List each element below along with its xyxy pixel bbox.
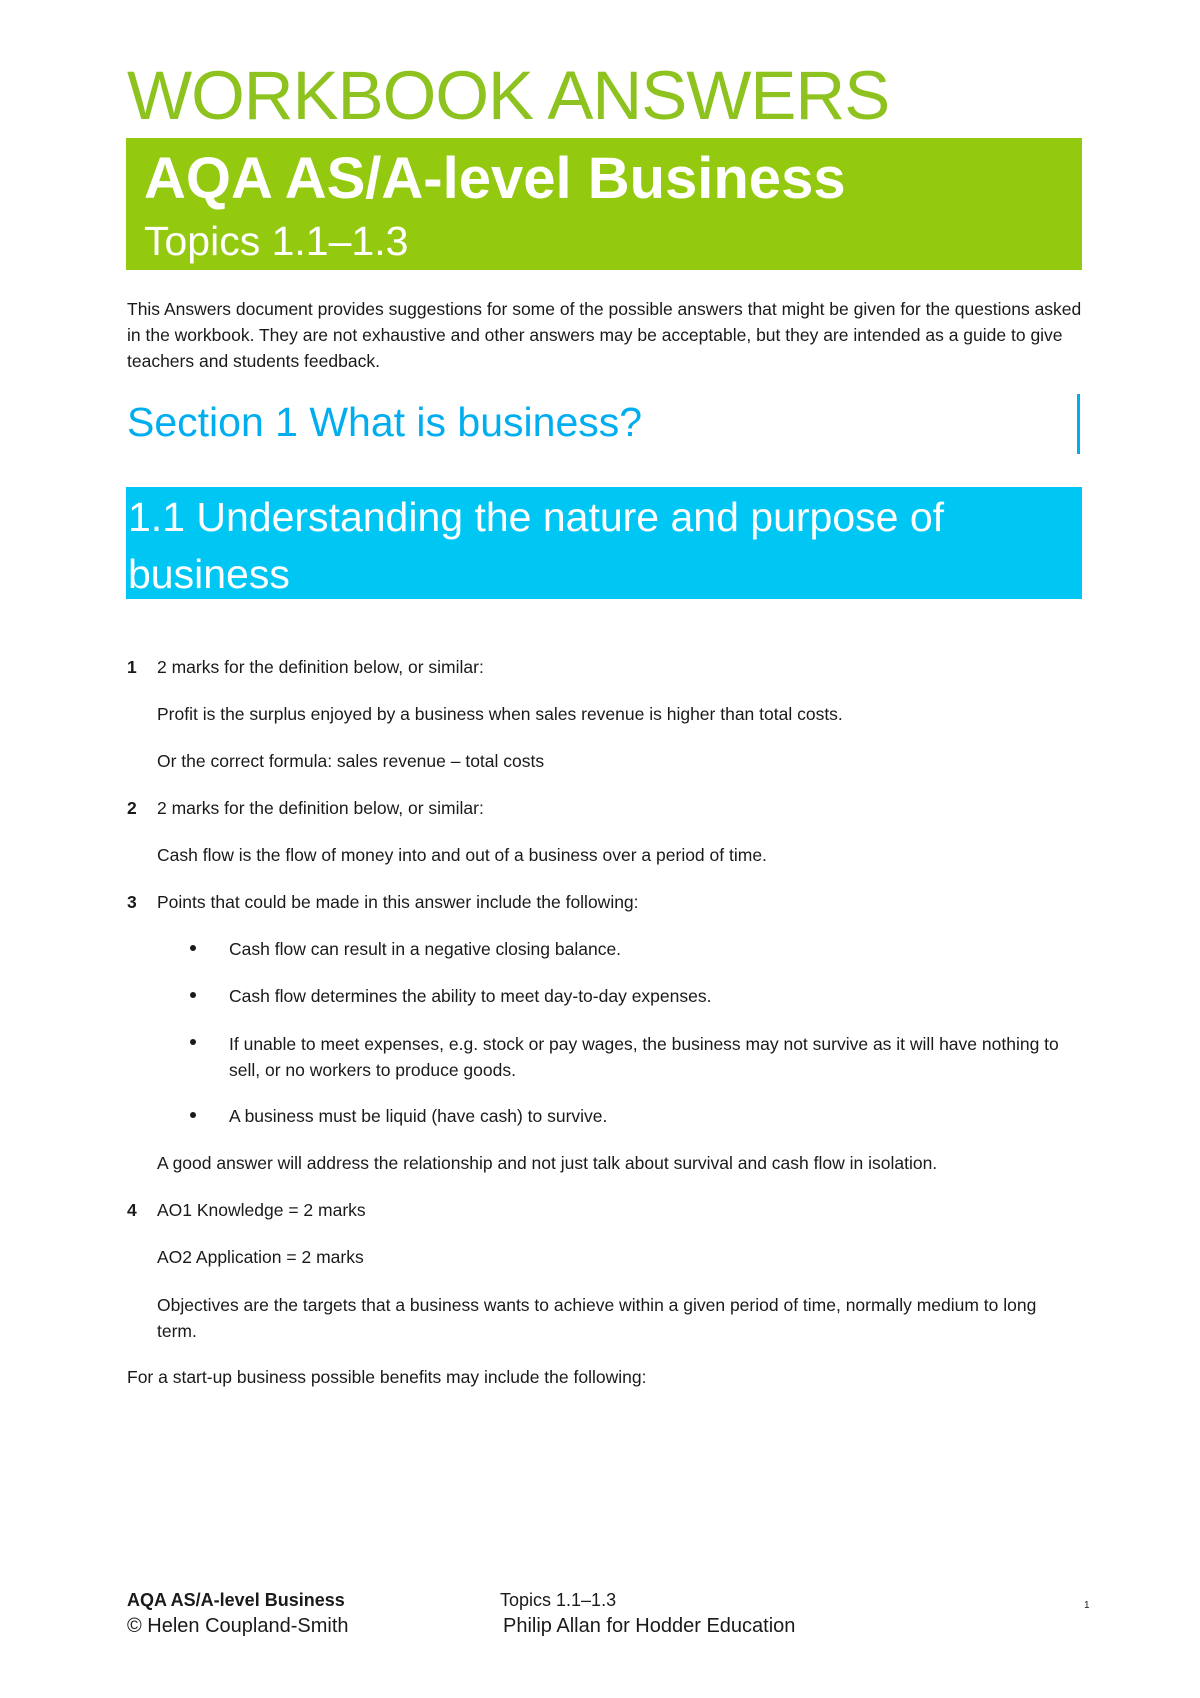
course-banner [126,138,1082,270]
q3-bullet-1: Cash flow can result in a negative closing balance. [229,939,622,959]
bullet-dot [190,992,196,998]
startup-benefits-intro: For a start-up business possible benefits may include the following: [127,1367,647,1387]
q1-formula: Or the correct formula: sales revenue – total costs [157,751,545,771]
q3-note: A good answer will address the relationship and not just talk about survival and cash flow in isolation. [157,1153,938,1173]
subsection-banner [126,487,1082,599]
footer-author: © Helen Coupland-Smith [127,1615,349,1637]
page-number: 1 [1084,1600,1090,1611]
q3-intro: Points that could be made in this answer include the following: [157,892,639,912]
subsection-title: 1.1 Understanding the nature and purpose of business [128,494,945,597]
footer-course: AQA AS/A-level Business [127,1590,345,1610]
question-number-3: 3 [127,892,137,912]
q2-intro: 2 marks for the definition below, or similar: [157,798,484,818]
topics-subtitle: Topics 1.1–1.3 [144,218,409,264]
q3-bullet-2: Cash flow determines the ability to meet day-to-day expenses. [229,986,712,1006]
question-number-1: 1 [127,657,137,677]
q2-definition: Cash flow is the flow of money into and out of a business over a period of time. [157,845,767,865]
q4-ao1: AO1 Knowledge = 2 marks [157,1200,366,1220]
q4-ao2: AO2 Application = 2 marks [157,1247,364,1267]
q3-bullet-3: If unable to meet expenses, e.g. stock or pay wages, the business may not survive as it will have nothing to sell, or no workers to produce goods. [229,1034,1059,1080]
footer-publisher: Philip Allan for Hodder Education [503,1615,796,1637]
q3-bullet-4: A business must be liquid (have cash) to survive. [229,1106,608,1126]
intro-paragraph: This Answers document provides suggestions for some of the possible answers that might be given for the questions asked in the workbook. They are not exhaustive and other answers may be acceptable, but they are intended as a guide to give teachers and students feedback. [127,299,1082,371]
workbook-title: WORKBOOK ANSWERS [127,57,890,134]
bullet-dot [190,945,196,951]
q1-intro: 2 marks for the definition below, or similar: [157,657,484,677]
section-divider-bar [1077,394,1080,454]
course-title: AQA AS/A-level Business [144,146,846,211]
section-title: Section 1 What is business? [127,399,643,445]
bullet-dot [190,1112,196,1118]
q1-definition: Profit is the surplus enjoyed by a business when sales revenue is higher than total costs. [157,704,843,724]
footer-topics: Topics 1.1–1.3 [500,1590,617,1610]
bullet-dot [190,1039,196,1045]
question-number-4: 4 [127,1200,137,1220]
q4-objectives: Objectives are the targets that a business wants to achieve within a given period of time, normally medium to long term. [157,1295,1037,1341]
question-number-2: 2 [127,798,137,818]
